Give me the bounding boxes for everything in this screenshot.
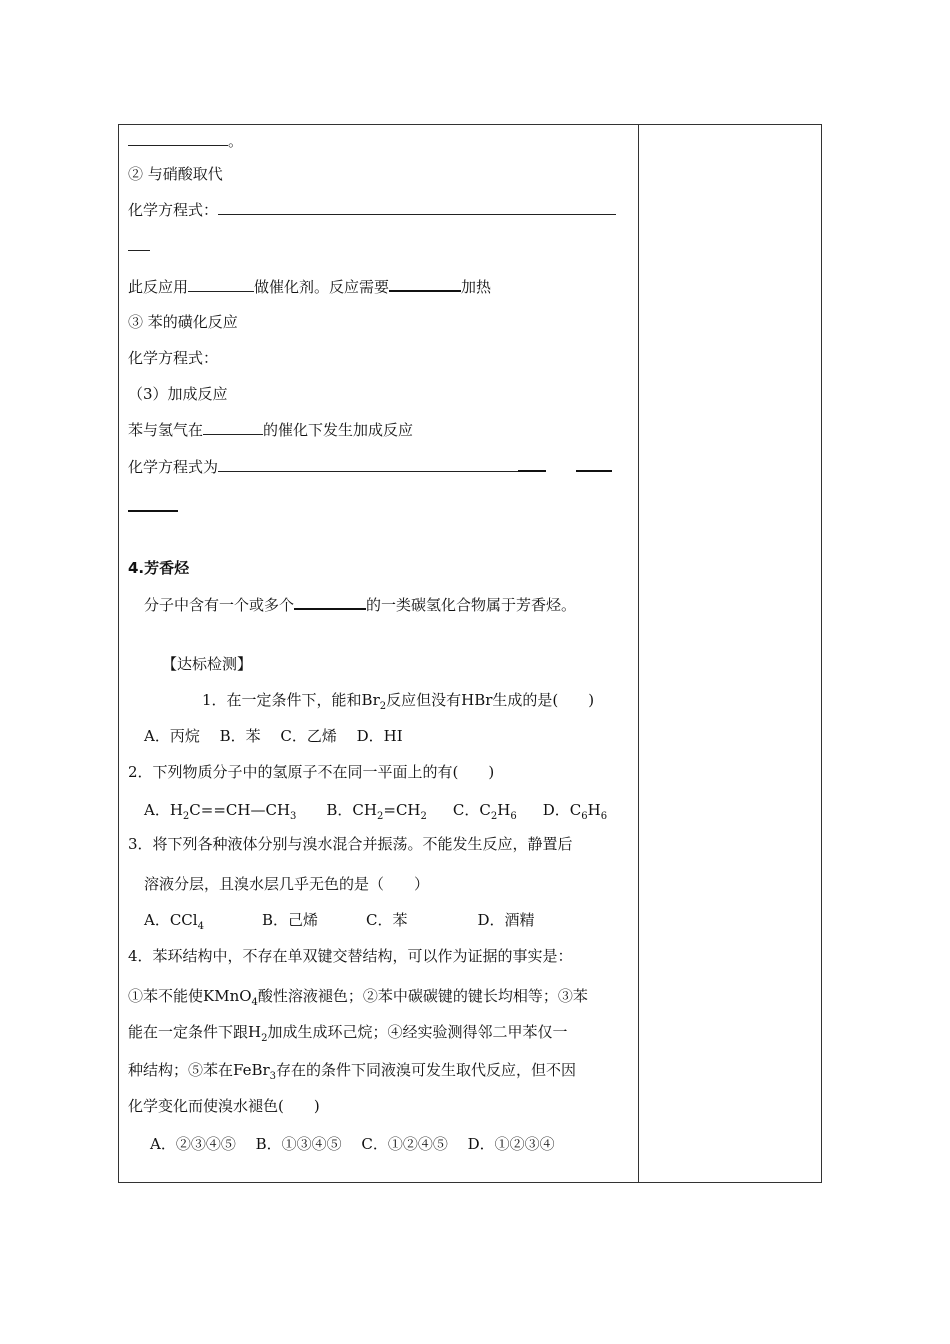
- hydrogenation-line: 苯与氢气在 的催化下发生加成反应: [128, 421, 414, 439]
- sulfonation-heading: ③ 苯的磺化反应: [128, 313, 238, 331]
- question-4-line-5: 化学变化而使溴水褪色( ): [128, 1097, 320, 1115]
- catalyst-blank[interactable]: [188, 277, 254, 292]
- answer-blank[interactable]: [128, 131, 228, 146]
- question-4-options: A．②③④⑤ B．①③④⑤ C．①②④⑤ D．①②③④: [150, 1135, 555, 1153]
- nitration-heading: ② 与硝酸取代: [128, 165, 223, 183]
- catalyst-line: 此反应用 做催化剂。反应需要 加热: [128, 278, 492, 296]
- question-3-options: A．CCl$_4$ B．己烯 C．苯 D．酒精: [144, 911, 535, 932]
- catalyst-blank[interactable]: [203, 420, 263, 435]
- hydrogenation-equation-line: 化学方程式为: [128, 456, 612, 477]
- answer-blank[interactable]: [128, 496, 178, 512]
- sulfonation-equation-label: 化学方程式：: [128, 349, 219, 367]
- question-1-options: A．丙烷 B．苯 C．乙烯 D．HI: [144, 727, 403, 745]
- definition-blank[interactable]: [294, 594, 366, 610]
- question-2-options: A．$H_2C==CH—CH_3$ B．$CH_2=CH_2$ C．$C_2H_6$ D．$C_6H_6$: [144, 801, 608, 822]
- aromatic-definition-line: 分子中含有一个或多个 的一类碳氢化合物属于芳香烃。: [144, 596, 577, 614]
- question-4-line-3: 能在一定条件下跟$H_2$加成生成环己烷；④经实验测得邻二甲苯仅一: [128, 1023, 568, 1044]
- nitration-equation-line: 化学方程式：: [128, 200, 616, 220]
- equation-blank[interactable]: [518, 456, 546, 472]
- question-4-line-4: 种结构；⑤苯在FeBr$_3$存在的条件下同液溴可发生取代反应，但不因: [128, 1061, 577, 1082]
- question-2: 2．下列物质分子中的氢原子不在同一平面上的有( ): [128, 763, 495, 781]
- question-3-line-1: 3．将下列各种液体分别与溴水混合并振荡。不能发生反应，静置后: [128, 835, 573, 853]
- equation-blank[interactable]: [576, 456, 612, 472]
- aromatic-hydrocarbon-heading: 4.芳香烃: [128, 559, 190, 577]
- question-1: 1．在一定条件下，能和$Br_2$反应但没有HBr生成的是( ): [202, 691, 595, 712]
- column-divider: [638, 124, 639, 1183]
- equation-blank[interactable]: [218, 200, 616, 215]
- answer-blank[interactable]: [128, 236, 150, 251]
- equation-continuation: [128, 236, 150, 256]
- equation-blank[interactable]: [218, 457, 518, 472]
- question-4-line-1: 4．苯环结构中，不存在单双键交替结构，可以作为证据的事实是：: [128, 947, 573, 965]
- heating-blank[interactable]: [389, 276, 461, 292]
- question-3-line-2: 溶液分层，且溴水层几乎无色的是（ ）: [144, 875, 430, 893]
- addition-heading: （3）加成反应: [128, 385, 228, 403]
- line-blank-end: 。: [128, 131, 243, 151]
- equation-continuation: [128, 496, 178, 517]
- test-section-heading: 【达标检测】: [162, 655, 253, 673]
- question-4-line-2: ①苯不能使KMnO$_4$酸性溶液褪色；②苯中碳碳键的键长均相等；③苯: [128, 987, 588, 1008]
